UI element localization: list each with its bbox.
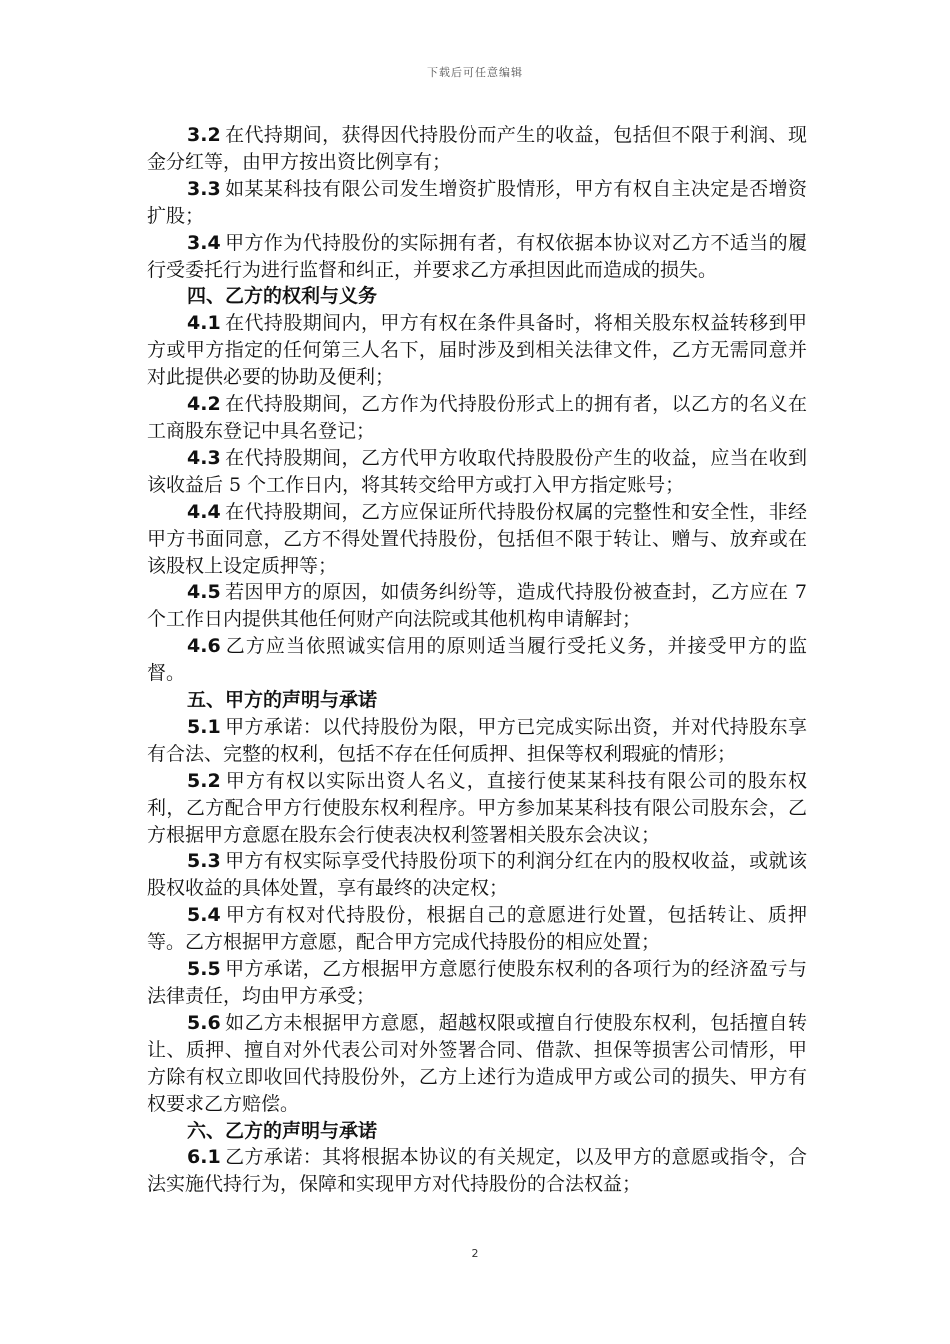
clause-4-6: 4.6 乙方应当依照诚实信用的原则适当履行受托义务，并接受甲方的监督。 bbox=[147, 635, 807, 685]
clause-5-2: 5.2 甲方有权以实际出资人名义，直接行使某某科技有限公司的股东权利，乙方配合甲方行使股东权利程序。甲方参加某某科技有限公司股东会，乙方根据甲方意愿在股东会行使表决权利签署相关股东会决议； bbox=[147, 769, 807, 846]
page-number: 2 bbox=[471, 1247, 479, 1260]
section-heading-5: 五、甲方的声明与承诺 bbox=[187, 689, 378, 712]
clause-3-3: 3.3 如某某科技有限公司发生增资扩股情形，甲方有权自主决定是否增资扩股； bbox=[147, 177, 807, 227]
clause-5-3: 5.3 甲方有权实际享受代持股份项下的利润分红在内的股权收益，或就该股权收益的具体处置，享有最终的决定权； bbox=[147, 850, 807, 900]
clause-4-5: 4.5 若因甲方的原因，如债务纠纷等，造成代持股份被查封，乙方应在 7 个工作日内提供其他任何财产向法院或其他机构申请解封； bbox=[147, 581, 807, 631]
clause-5-4: 5.4 甲方有权对代持股份，根据自己的意愿进行处置，包括转让、质押等。乙方根据甲方意愿，配合甲方完成代持股份的相应处置； bbox=[147, 904, 807, 954]
clause-4-4: 4.4 在代持股期间，乙方应保证所代持股份权属的完整性和安全性，非经甲方书面同意，乙方不得处置代持股份，包括但不限于转让、赠与、放弃或在该股权上设定质押等； bbox=[147, 500, 807, 577]
section-heading-6: 六、乙方的声明与承诺 bbox=[187, 1119, 378, 1142]
clause-3-4: 3.4 甲方作为代持股份的实际拥有者，有权依据本协议对乙方不适当的履行受委托行为进行监督和纠正，并要求乙方承担因此而造成的损失。 bbox=[147, 231, 807, 281]
section-heading-4: 四、乙方的权利与义务 bbox=[187, 285, 378, 308]
clause-4-3: 4.3 在代持股期间，乙方代甲方收取代持股股份产生的收益，应当在收到该收益后 5 个工作日内，将其转交给甲方或打入甲方指定账号； bbox=[147, 446, 807, 496]
clause-3-2: 3.2 在代持期间，获得因代持股份而产生的收益，包括但不限于利润、现金分红等，由甲方按出资比例享有； bbox=[147, 124, 807, 173]
clause-5-6: 5.6 如乙方未根据甲方意愿，超越权限或擅自行使股东权利，包括擅自转让、质押、擅自对外代表公司对外签署合同、借款、担保等损害公司情形，甲方除有权立即收回代持股份外，乙方上述行为造成甲方或公司的损失、甲方有权要求乙方赔偿。 bbox=[147, 1011, 807, 1115]
page-header: 下载后可任意编辑 bbox=[427, 66, 523, 79]
document-body bbox=[147, 122, 807, 1198]
clause-6-1: 6.1 乙方承诺：其将根据本协议的有关规定，以及甲方的意愿或指令，合法实施代持行为，保障和实现甲方对代持股份的合法权益； bbox=[147, 1146, 807, 1196]
clause-4-1: 4.1 在代持股期间内，甲方有权在条件具备时，将相关股东权益转移到甲方或甲方指定的任何第三人名下，届时涉及到相关法律文件，乙方无需同意并对此提供必要的协助及便利； bbox=[147, 312, 807, 389]
clause-5-5: 5.5 甲方承诺，乙方根据甲方意愿行使股东权利的各项行为的经济盈亏与法律责任，均由甲方承受； bbox=[147, 958, 807, 1007]
clause-5-1: 5.1 甲方承诺：以代持股份为限，甲方已完成实际出资，并对代持股东享有合法、完整的权利，包括不存在任何质押、担保等权利瑕疵的情形； bbox=[147, 715, 807, 765]
clause-4-2: 4.2 在代持股期间，乙方作为代持股份形式上的拥有者，以乙方的名义在工商股东登记中具名登记； bbox=[147, 393, 807, 442]
